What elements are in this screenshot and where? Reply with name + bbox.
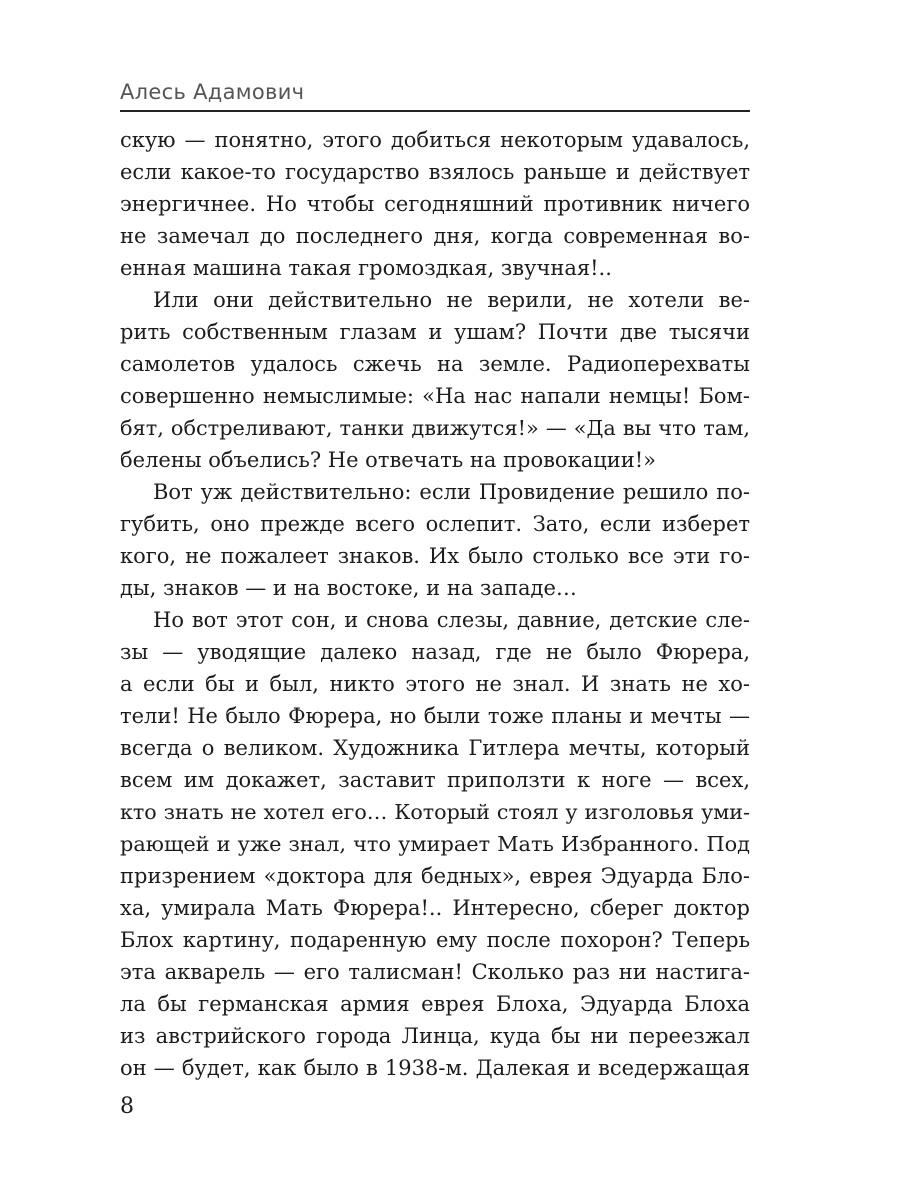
text-line: рить собственным глазам и ушам? Почти две тысячи — [120, 320, 750, 344]
text-line: тели! Не было Фюрера, но были тоже планы и мечты — — [120, 704, 750, 728]
page-number: 8 — [120, 1094, 134, 1119]
text-line: Но вот этот сон, и снова слезы, давние, детские сле- — [153, 608, 750, 632]
text-line: ла бы германская армия еврея Блоха, Эдуарда Блоха — [120, 992, 750, 1016]
text-line: энергичнее. Но чтобы сегодняшний противник ничего — [120, 192, 750, 216]
text-line: ха, умирала Мать Фюрера!.. Интересно, сберег доктор — [120, 896, 750, 920]
header-rule — [120, 110, 750, 112]
text-line: скую — понятно, этого добиться некоторым удавалось, — [120, 128, 750, 152]
running-head-author: Алесь Адамович — [120, 80, 305, 104]
text-line: рающей и уже знал, что умирает Мать Избранного. Под — [120, 832, 750, 856]
text-line: енная машина такая громоздкая, звучная!.. — [120, 256, 612, 280]
text-line: губить, оно прежде всего ослепит. Зато, если изберет — [120, 512, 750, 536]
text-line: всегда о великом. Художника Гитлера мечты, который — [120, 736, 750, 760]
text-line: не замечал до последнего дня, когда современная во- — [120, 224, 750, 248]
text-line: призрением «доктора для бедных», еврея Эдуарда Бло- — [120, 864, 750, 888]
text-line: он — будет, как было в 1938-м. Далекая и вседержащая — [120, 1056, 750, 1080]
text-line: кого, не пожалеет знаков. Их было столько все эти го- — [120, 544, 750, 568]
text-line: белены объелись? Не отвечать на провокации!» — [120, 448, 656, 472]
text-line: совершенно немыслимые: «На нас напали немцы! Бом- — [120, 384, 750, 408]
text-line: Или они действительно не верили, не хотели ве- — [153, 288, 750, 312]
text-line: самолетов удалось сжечь на земле. Радиоперехваты — [120, 352, 750, 376]
text-line: всем им докажет, заставит приползти к ноге — всех, — [120, 768, 750, 792]
text-line: а если бы и был, никто этого не знал. И знать не хо- — [120, 672, 750, 696]
text-line: ды, знаков — и на востоке, и на западе… — [120, 576, 577, 600]
text-line: эта акварель — его талисман! Сколько раз ни настига- — [120, 960, 750, 984]
text-line: Вот уж действительно: если Провидение решило по- — [153, 480, 750, 504]
text-line: зы — уводящие далеко назад, где не было Фюрера, — [120, 640, 750, 664]
text-line: бят, обстреливают, танки движутся!» — «Да вы что там, — [120, 416, 750, 440]
body-text — [120, 124, 750, 1084]
text-line: кто знать не хотел его… Который стоял у изголовья уми- — [120, 800, 750, 824]
text-line: если какое-то государство взялось раньше и действует — [120, 160, 750, 184]
text-line: из австрийского города Линца, куда бы ни переезжал — [120, 1024, 750, 1048]
text-line: Блох картину, подаренную ему после похорон? Теперь — [120, 928, 750, 952]
